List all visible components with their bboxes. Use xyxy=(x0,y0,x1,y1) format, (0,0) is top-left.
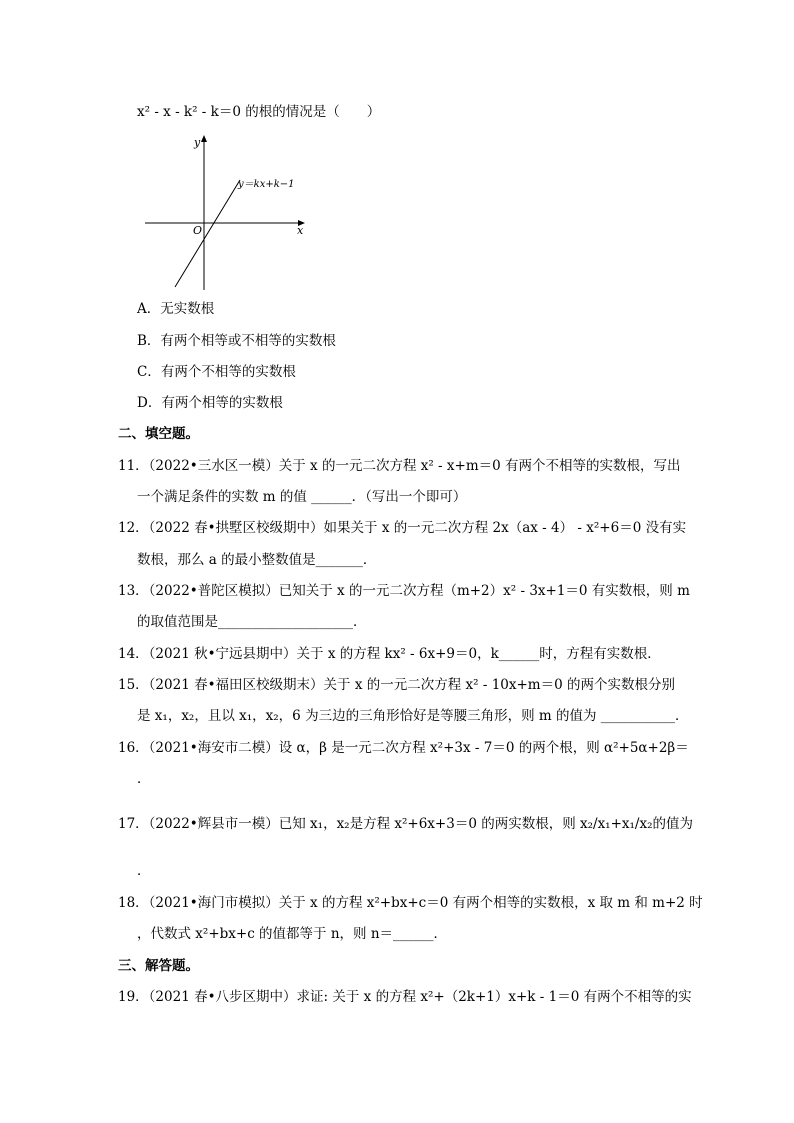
q16-line2: ． xyxy=(137,771,151,787)
q14-line1: 14．（2021 秋•宁远县期中）关于 x 的方程 kx² - 6x+9＝0，k______时，方程有实数根． xyxy=(118,646,661,662)
q10-stem-text: x² - x - k² - k＝0 的根的情况是（ ） xyxy=(137,104,381,120)
q17-line1: 17．（2022•辉县市一模）已知 x₁，x₂是方程 x²+6x+3＝0 的两实数根，则 x₂/x₁+x₁/x₂的值为 xyxy=(118,816,694,832)
q19-line1: 19．（2021 春•八步区期中）求证: 关于 x 的方程 x²+（2k+1）x+k - 1＝0 有两个不相等的实 xyxy=(118,989,692,1005)
q11-line2: 一个满足条件的实数 m 的值 ______．（写出一个即可） xyxy=(137,489,467,505)
x-axis-label: x xyxy=(297,224,304,237)
origin-label: O xyxy=(193,224,203,237)
q15-line2: 是 x₁，x₂，且以 x₁，x₂，6 为三边的三角形恰好是等腰三角形，则 m 的值为 ___________． xyxy=(137,708,689,724)
q13-line1: 13．（2022•普陀区模拟）已知关于 x 的一元二次方程（m+2）x² - 3x+1＝0 有实数根，则 m xyxy=(118,583,690,599)
q18-line2: ，代数式 x²+bx+c 的值都等于 n，则 n＝______． xyxy=(137,926,448,942)
q12-line2: 数根，那么 a 的最小整数值是_______． xyxy=(137,552,377,568)
section-fill-heading: 二、填空题。 xyxy=(118,426,199,442)
option-b: B．有两个相等或不相等的实数根 xyxy=(137,333,336,349)
option-a: A．无实数根 xyxy=(137,301,215,317)
q13-line2: 的取值范围是____________________． xyxy=(137,614,367,630)
section-solve-heading: 三、解答题。 xyxy=(118,958,199,974)
q10-stem xyxy=(137,103,380,121)
y-axis-arrow xyxy=(201,135,207,142)
line-label: y＝kx+k−1 xyxy=(238,179,295,190)
option-d: D．有两个相等的实数根 xyxy=(137,395,283,411)
q17-line2: ． xyxy=(137,863,151,879)
q15-line1: 15．（2021 春•福田区校级期末）关于 x 的一元二次方程 x² - 10x+m＝0 的两个实数根分别 xyxy=(118,677,675,693)
q16-line1: 16．（2021•海安市二模）设 α，β 是一元二次方程 x²+3x - 7＝0 的两个根，则 α²+5α+2β＝ xyxy=(118,740,689,756)
graph-line xyxy=(175,180,240,287)
y-axis-label: y xyxy=(194,136,201,149)
q18-line1: 18．（2021•海门市模拟）关于 x 的方程 x²+bx+c＝0 有两个相等的实数根，x 取 m 和 m+2 时 xyxy=(118,895,703,911)
q11-line1: 11．（2022•三水区一模）关于 x 的一元二次方程 x² - x+m＝0 有两个不相等的实数根，写出 xyxy=(118,458,681,474)
option-c: C．有两个不相等的实数根 xyxy=(137,364,296,380)
q12-line1: 12．（2022 春•拱墅区校级期中）如果关于 x 的一元二次方程 2x（ax - 4） - x²+6＝0 没有实 xyxy=(118,520,687,536)
q10-graph xyxy=(140,130,315,295)
